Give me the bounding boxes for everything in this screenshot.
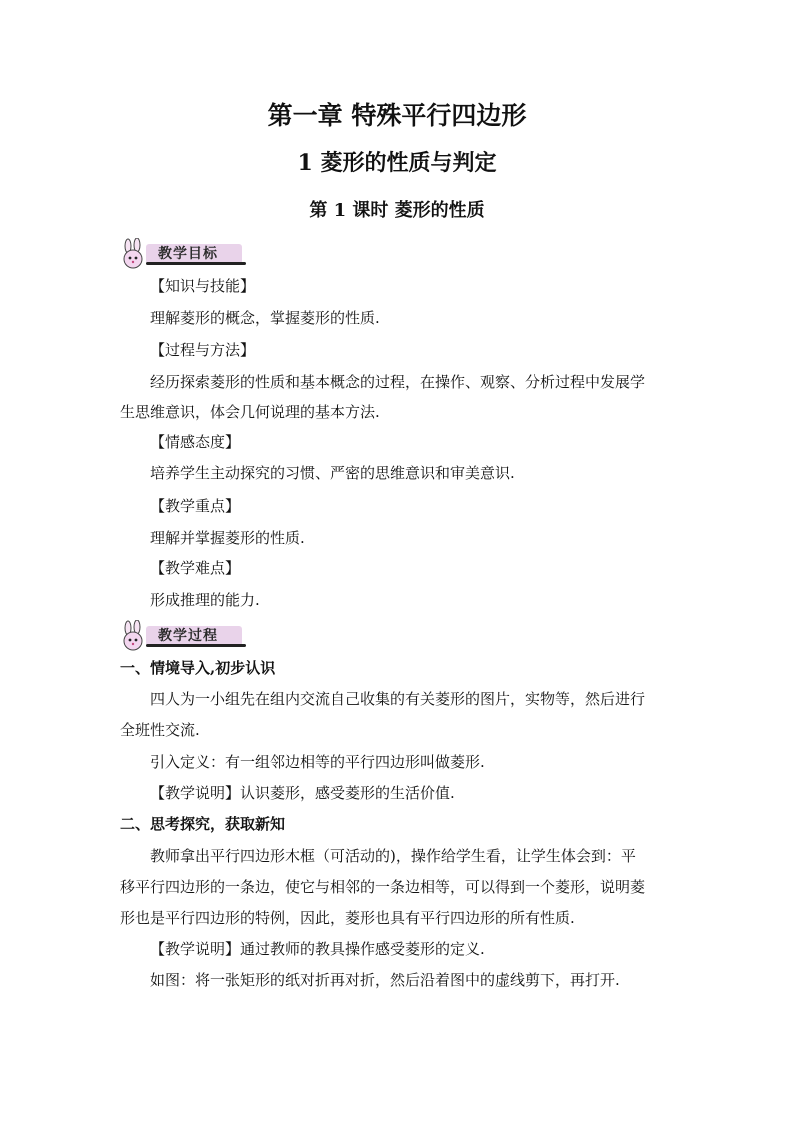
goals-banner (118, 238, 248, 270)
process-banner (118, 620, 248, 652)
process-text: 四人为一小组先在组内交流自己收集的有关菱形的图片，实物等，然后进行 (150, 690, 646, 708)
process-text: 形也是平行四边形的特例，因此，菱形也具有平行四边形的所有性质. (120, 909, 575, 927)
process-definition: 引入定义：有一组邻边相等的平行四边形叫做菱形. (150, 753, 485, 771)
rabbit-mascot-icon (118, 238, 154, 270)
goals-banner-label: 教学目标 (158, 246, 218, 262)
goal-text: 形成推理的能力. (150, 591, 260, 609)
goal-heading-attitude: 【情感态度】 (150, 433, 241, 451)
goal-heading-difficulties: 【教学难点】 (150, 559, 241, 577)
process-heading-1: 一、情境导入,初步认识 (120, 659, 276, 677)
rabbit-mascot-icon (118, 620, 154, 652)
goal-text: 培养学生主动探究的习惯、严密的思维意识和审美意识. (150, 464, 515, 482)
goal-heading-key-points: 【教学重点】 (150, 497, 241, 515)
process-banner-label: 教学过程 (158, 628, 218, 644)
goal-text: 理解并掌握菱形的性质. (150, 529, 305, 547)
goal-text: 经历探索菱形的性质和基本概念的过程，在操作、观察、分析过程中发展学 (150, 373, 646, 391)
process-text: 全班性交流. (120, 721, 200, 739)
process-note: 【教学说明】认识菱形，感受菱形的生活价值. (150, 784, 455, 802)
goal-heading-process: 【过程与方法】 (150, 341, 256, 359)
process-text: 如图：将一张矩形的纸对折再对折，然后沿着图中的虚线剪下，再打开. (150, 971, 620, 989)
lesson-title: 第 1 课时 菱形的性质 (309, 200, 485, 221)
goal-text: 理解菱形的概念，掌握菱形的性质. (150, 309, 380, 327)
process-text: 教师拿出平行四边形木框（可活动的)，操作给学生看，让学生体会到：平 (150, 847, 636, 865)
process-heading-2: 二、思考探究，获取新知 (120, 815, 286, 833)
process-note: 【教学说明】通过教师的教具操作感受菱形的定义. (150, 940, 485, 958)
process-text: 移平行四边形的一条边，使它与相邻的一条边相等，可以得到一个菱形，说明菱 (120, 878, 646, 896)
section-title: 1 菱形的性质与判定 (297, 150, 497, 176)
goal-text: 生思维意识，体会几何说理的基本方法. (120, 403, 380, 421)
goal-heading-knowledge: 【知识与技能】 (150, 277, 256, 295)
chapter-title: 第一章 特殊平行四边形 (267, 101, 527, 130)
